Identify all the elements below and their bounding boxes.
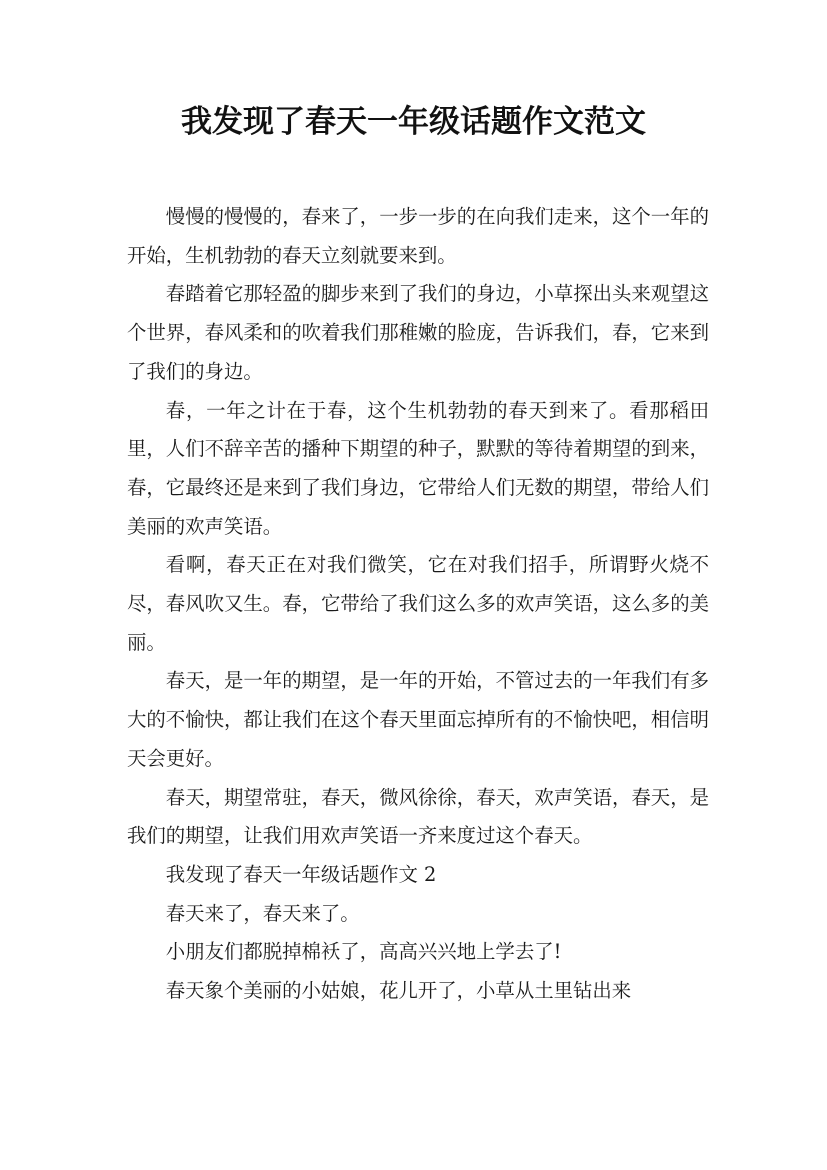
paragraph: 春天来了，春天来了。 [165,901,360,925]
paragraph: 小朋友们都脱掉棉袄了，高高兴兴地上学去了! [165,940,562,964]
paragraph: 春，一年之计在于春，这个生机勃勃的春天到来了。看那稻田里，人们不辞辛苦的播种下期望的种子，默默的等待着期望的到来，春，它最终还是来到了我们身边，它带给人们无数的期望，带给人们美丽的欢声笑语。 [127,398,709,538]
document-title: 我发现了春天一年级话题作文范文 [181,104,646,140]
paragraph: 春天象个美丽的小姑娘，花儿开了，小草从土里钻出来 [165,979,632,1003]
document-body [127,198,709,1011]
paragraph: 看啊，春天正在对我们微笑，它在对我们招手，所谓野火烧不尽，春风吹又生。春，它带给了我们这么多的欢声笑语，这么多的美丽。 [127,553,709,654]
section-heading: 我发现了春天一年级话题作文 2 [165,862,437,886]
paragraph: 春踏着它那轻盈的脚步来到了我们的身边，小草探出头来观望这个世界，春风柔和的吹着我们那稚嫩的脸庞，告诉我们，春，它来到了我们的身边。 [127,282,709,383]
paragraph: 春天，期望常驻，春天，微风徐徐，春天，欢声笑语，春天，是我们的期望，让我们用欢声笑语一齐来度过这个春天。 [127,785,709,848]
paragraph: 慢慢的慢慢的，春来了，一步一步的在向我们走来，这个一年的开始，生机勃勃的春天立刻就要来到。 [127,205,709,267]
paragraph: 春天，是一年的期望，是一年的开始，不管过去的一年我们有多大的不愉快，都让我们在这个春天里面忘掉所有的不愉快吧，相信明天会更好。 [127,669,709,770]
